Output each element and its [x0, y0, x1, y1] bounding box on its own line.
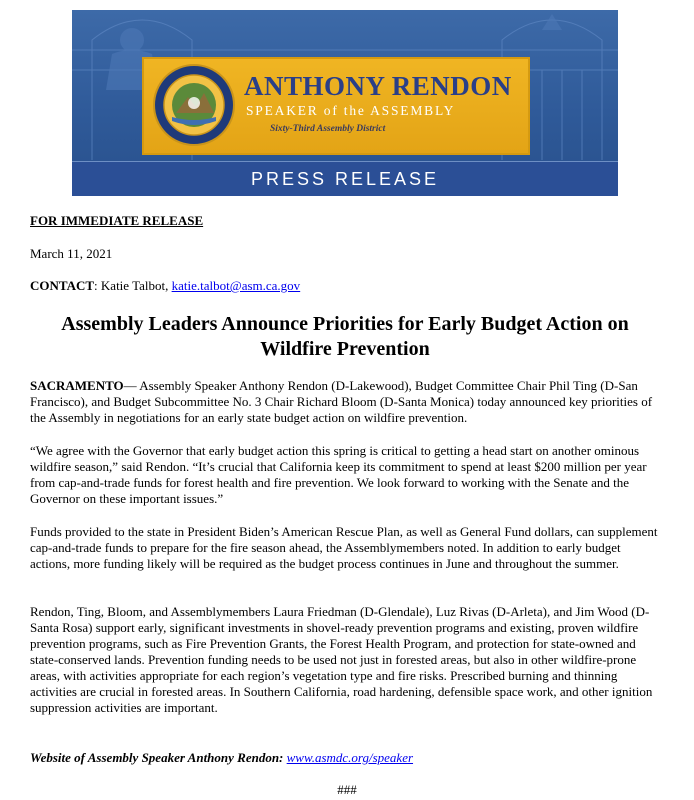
- body-paragraph-1-text: — Assembly Speaker Anthony Rendon (D-Lakewood), Budget Committee Chair Phil Ting (D-San Francisco), and Budget Subcommittee No. 3 Chair Richard Bloom (D-Santa Monica) today announced key priorities of the Assembly in negotiations for an early state budget action on wildfire prevention.: [30, 378, 653, 425]
- contact-email-link[interactable]: katie.talbot@asm.ca.gov: [171, 278, 301, 293]
- website-line: [30, 750, 660, 766]
- speaker-nameplate: [142, 57, 530, 155]
- press-release-label: PRESS RELEASE: [72, 161, 618, 196]
- end-mark: ###: [337, 782, 357, 797]
- website-label: Website of Assembly Speaker Anthony Rendon:: [30, 750, 287, 765]
- california-assembly-seal-icon: [152, 63, 236, 147]
- body-paragraph-1: [30, 378, 660, 426]
- immediate-release-label: FOR IMMEDIATE RELEASE: [30, 213, 204, 228]
- release-date: March 11, 2021: [30, 246, 113, 261]
- press-release-banner: [72, 10, 618, 196]
- assembly-district: Sixty-Third Assembly District: [270, 124, 386, 134]
- body-paragraph-3: Funds provided to the state in President Biden’s American Rescue Plan, as well as General Fund dollars, can supplement cap-and-trade funds to prepare for the fire season ahead, the Assemblymembers noted. In addition to early budget actions, more funding likely will be required as the budget process continues in June and throughout the summer.: [30, 524, 658, 571]
- contact-line: [30, 278, 660, 294]
- contact-label: CONTACT: [30, 278, 95, 293]
- dateline: SACRAMENTO: [30, 378, 124, 393]
- speaker-title: SPEAKER of the ASSEMBLY: [246, 103, 456, 118]
- press-release-headline: Assembly Leaders Announce Priorities for Early Budget Action on Wildfire Prevention: [61, 313, 629, 360]
- body-paragraph-4: Rendon, Ting, Bloom, and Assemblymembers Laura Friedman (D-Glendale), Luz Rivas (D-Arleta), and Jim Wood (D-Santa Rosa) support early, significant investments in shovel-ready prevention programs and existing, proven wildfire prevention programs, such as Fire Prevention Grants, the Forest Health Program, and protection for state-owned and state-conserved lands. Prevention funding needs to be used not just in forested areas, but also in other wildfire-prone areas, with activities appropriate for each region’s vegetation type and fire risks. Prescribed burning and thinning activities are crucial in forested areas. In Southern California, road hardening, defensible space work, and other ignition suppression activities are important.: [30, 604, 653, 715]
- contact-name: : Katie Talbot,: [94, 278, 172, 293]
- website-link[interactable]: www.asmdc.org/speaker: [286, 750, 414, 765]
- body-paragraph-2: “We agree with the Governor that early budget action this spring is critical to getting a head start on another ominous wildfire season,” said Rendon. “It’s crucial that California keep its commitment to spend at least $200 million per year from cap-and-trade funds for forest health and fire prevention. We look forward to working with the Senate and the Governor on these important issues.”: [30, 443, 647, 506]
- speaker-name: ANTHONY RENDON: [244, 71, 512, 101]
